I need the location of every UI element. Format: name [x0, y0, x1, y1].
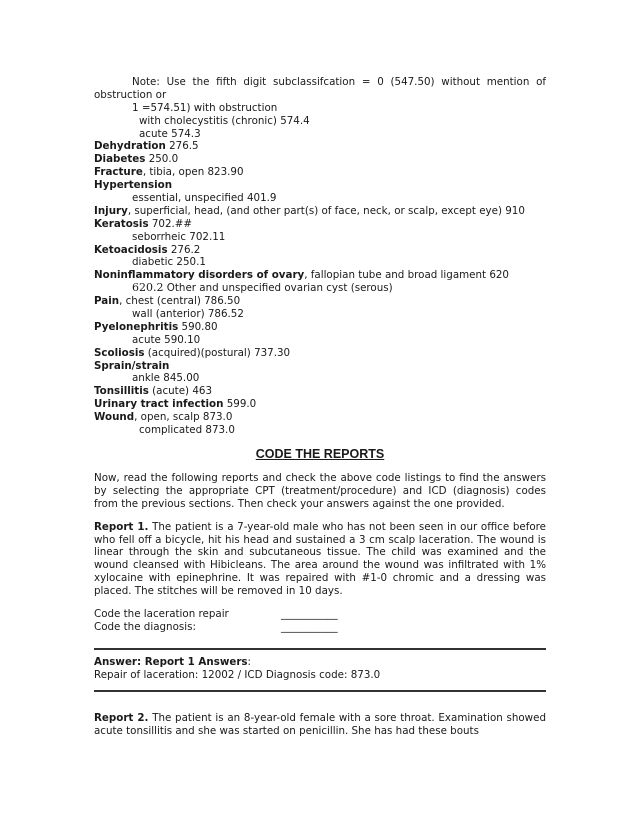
report-text: The patient is a 7-year-old male who has not been seen in our office before who fell off a bicycle, hit his head and sustained a 3 cm scalp laceration. The wound is linear through the skin and subcutaneous tissue. The child was examined and the wound cleansed with Hibicleans. The area around the wound was infiltrated with 1% xylocaine with epinephrine. It was repaired with #1-0 chromic and a dressing was placed. The stitches will be removed in 10 days. [94, 520, 546, 598]
index-code: 599.0 [223, 398, 257, 411]
index-entry-keratosis [94, 218, 546, 231]
report-1-paragraph [94, 521, 546, 598]
index-term: Pain [94, 295, 120, 308]
index-subentry-pyelonephritis: acute 590.10 [132, 333, 201, 346]
index-term: Scoliosis [94, 346, 145, 359]
section-title: CODE THE REPORTS [255, 446, 385, 461]
answer-heading [94, 656, 546, 669]
index-subentry-ovary [94, 282, 546, 295]
index-entry-ketoacidosis [94, 244, 546, 257]
index-code: 276.2 [167, 243, 201, 256]
report-label: Report 1. [94, 520, 149, 533]
note-line-3: 1 =574.51) with obstruction [132, 101, 278, 114]
answer-blank[interactable]: ___________ [281, 620, 338, 633]
index-text: Other and unspecified ovarian cyst (serous) [163, 282, 393, 295]
index-subentry-pain: wall (anterior) 786.52 [132, 308, 244, 321]
index-entry-scoliosis [94, 347, 546, 360]
index-code: , tibia, open 823.90 [142, 166, 244, 179]
index-term: Urinary tract infection [94, 398, 224, 411]
answer-colon: : [247, 655, 252, 668]
index-term: Dehydration [94, 140, 166, 153]
index-term: Wound [94, 411, 135, 424]
index-entry-injury [94, 205, 546, 218]
note-line-2: obstruction or [94, 88, 167, 101]
index-entry-dehydration [94, 140, 546, 153]
index-subentry-ketoacidosis: diabetic 250.1 [132, 256, 206, 269]
question-laceration-repair [94, 608, 546, 621]
note-block [94, 76, 546, 140]
index-term: Injury [94, 204, 128, 217]
document-page [94, 76, 546, 747]
divider [94, 690, 546, 692]
divider [94, 648, 546, 650]
index-code: , chest (central) 786.50 [119, 295, 241, 308]
index-term: Noninflammatory disorders of ovary [94, 269, 305, 282]
index-subentry-hypertension: essential, unspecified 401.9 [132, 192, 277, 205]
index-subentry-wound: complicated 873.0 [139, 424, 235, 437]
index-term: Pyelonephritis [94, 320, 179, 333]
index-term: Keratosis [94, 217, 149, 230]
index-code: 590.80 [178, 320, 218, 333]
question-label: Code the laceration repair [94, 608, 229, 621]
index-code: 276.5 [165, 140, 199, 153]
index-entry-fracture [94, 166, 546, 179]
index-entry-sprain: Sprain/strain [94, 359, 170, 372]
index-code: (acquired)(postural) 737.30 [144, 346, 291, 359]
index-term: Diabetes [94, 153, 146, 166]
note-line-5: acute 574.3 [139, 127, 201, 140]
index-code: 702.## [148, 217, 193, 230]
question-diagnosis [94, 621, 546, 634]
index-code: 620.2 [132, 281, 164, 295]
index-subentry-sprain: ankle 845.00 [132, 372, 200, 385]
question-label: Code the diagnosis: [94, 620, 196, 633]
index-entry-pain [94, 295, 546, 308]
answer-blank[interactable]: ___________ [281, 608, 338, 621]
index-code: , open, scalp 873.0 [134, 411, 233, 424]
note-line-1: Note: Use the fifth digit subclassifcation = 0 (547.50) without mention of [132, 76, 546, 88]
report-2-paragraph [94, 712, 546, 738]
index-entry-uti [94, 398, 546, 411]
answer-text: Repair of laceration: 12002 / ICD Diagnosis code: 873.0 [94, 668, 381, 681]
index-subentry-keratosis: seborrheic 702.11 [132, 230, 226, 243]
index-entry-tonsillitis [94, 385, 546, 398]
index-entry-wound [94, 411, 546, 424]
index-code: , fallopian tube and broad ligament 620 [304, 269, 509, 282]
note-line-4: with cholecystitis (chronic) 574.4 [139, 114, 310, 127]
index-entry-diabetes [94, 153, 546, 166]
index-term: Ketoacidosis [94, 243, 168, 256]
answer-label: Answer: Report 1 Answers [94, 655, 248, 668]
index-code: 250.0 [145, 153, 179, 166]
index-code: (acute) 463 [148, 385, 212, 398]
index-term: Fracture [94, 166, 143, 179]
report-text: The patient is an 8-year-old female with a sore throat. Examination showed acute tonsillitis and she was started on penicillin. She has had these bouts [94, 711, 546, 737]
index-code: , superficial, head, (and other part(s) of face, neck, or scalp, except eye) 910 [127, 204, 525, 217]
report-label: Report 2. [94, 711, 149, 724]
index-entry-hypertension: Hypertension [94, 179, 173, 192]
index-term: Tonsillitis [94, 385, 149, 398]
index-entry-pyelonephritis [94, 321, 546, 334]
section-intro: Now, read the following reports and check the above code listings to find the answers by selecting the appropriate CPT (treatment/procedure) and ICD (diagnosis) codes from the previous sections. Then check your answers against the one provided. [94, 471, 546, 510]
